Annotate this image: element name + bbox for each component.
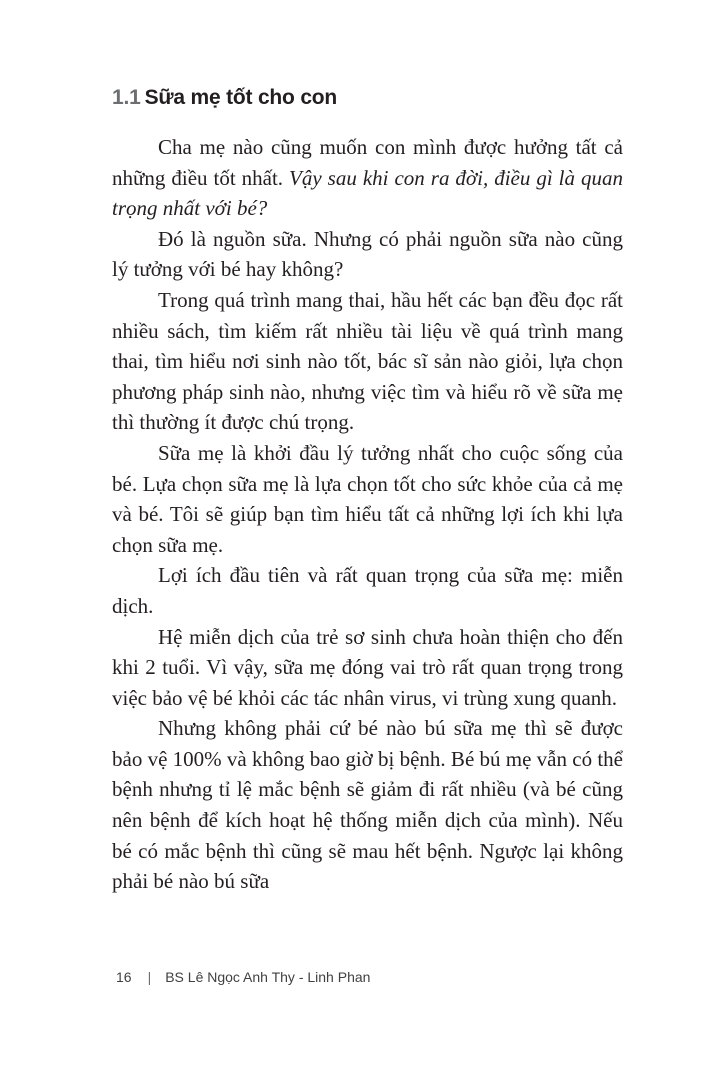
- paragraph-7: Nhưng không phải cứ bé nào bú sữa mẹ thì sẽ được bảo vệ 100% và không bao giờ bị bệnh. Bé bú mẹ vẫn có thể bệnh nhưng tỉ lệ mắc bệnh sẽ giảm đi rất nhiều (và bé cũng nên bệnh để kích hoạt hệ thống miễn dịch của mình). Nếu bé có mắc bệnh thì cũng sẽ mau hết bệnh. Ngược lại không phải bé nào bú sữa: [112, 716, 623, 894]
- paragraph-1: [112, 132, 623, 224]
- section-number: 1.1: [112, 86, 141, 109]
- body-text: [112, 132, 623, 897]
- paragraph-1-italic: Vậy sau khi con ra đời, điều gì là quan trọng nhất với bé?: [112, 165, 623, 221]
- footer-authors: BS Lê Ngọc Anh Thy - Linh Phan: [165, 969, 371, 985]
- section-title: Sữa mẹ tốt cho con: [144, 86, 338, 109]
- footer-separator: |: [147, 969, 152, 985]
- paragraph-5: Lợi ích đầu tiên và rất quan trọng của sữa mẹ: miễn dịch.: [112, 563, 623, 618]
- paragraph-4: Sữa mẹ là khởi đầu lý tưởng nhất cho cuộc sống của bé. Lựa chọn sữa mẹ là lựa chọn tốt cho sức khỏe của cả mẹ và bé. Tôi sẽ giúp bạn tìm hiểu tất cả những lợi ích khi lựa chọn sữa mẹ.: [112, 440, 623, 557]
- paragraph-2: Đó là nguồn sữa. Nhưng có phải nguồn sữa nào cũng lý tưởng với bé hay không?: [112, 226, 623, 282]
- section-heading: [112, 84, 337, 112]
- page-footer: [116, 968, 370, 986]
- page-number: 16: [116, 969, 132, 985]
- paragraph-1-text: Cha mẹ nào cũng muốn con mình được hưởng tất cả những điều tốt nhất.: [112, 135, 623, 190]
- paragraph-3: Trong quá trình mang thai, hầu hết các bạn đều đọc rất nhiều sách, tìm kiếm rất nhiều tài liệu về quá trình mang thai, tìm hiểu nơi sinh nào tốt, bác sĩ sản nào giỏi, lựa chọn phương pháp sinh nào, nhưng việc tìm và hiểu rõ về sữa mẹ thì thường ít được chú trọng.: [112, 287, 623, 435]
- paragraph-6: Hệ miễn dịch của trẻ sơ sinh chưa hoàn thiện cho đến khi 2 tuổi. Vì vậy, sữa mẹ đóng vai trò rất quan trọng trong việc bảo vệ bé khỏi các tác nhân virus, vi trùng xung quanh.: [112, 624, 623, 710]
